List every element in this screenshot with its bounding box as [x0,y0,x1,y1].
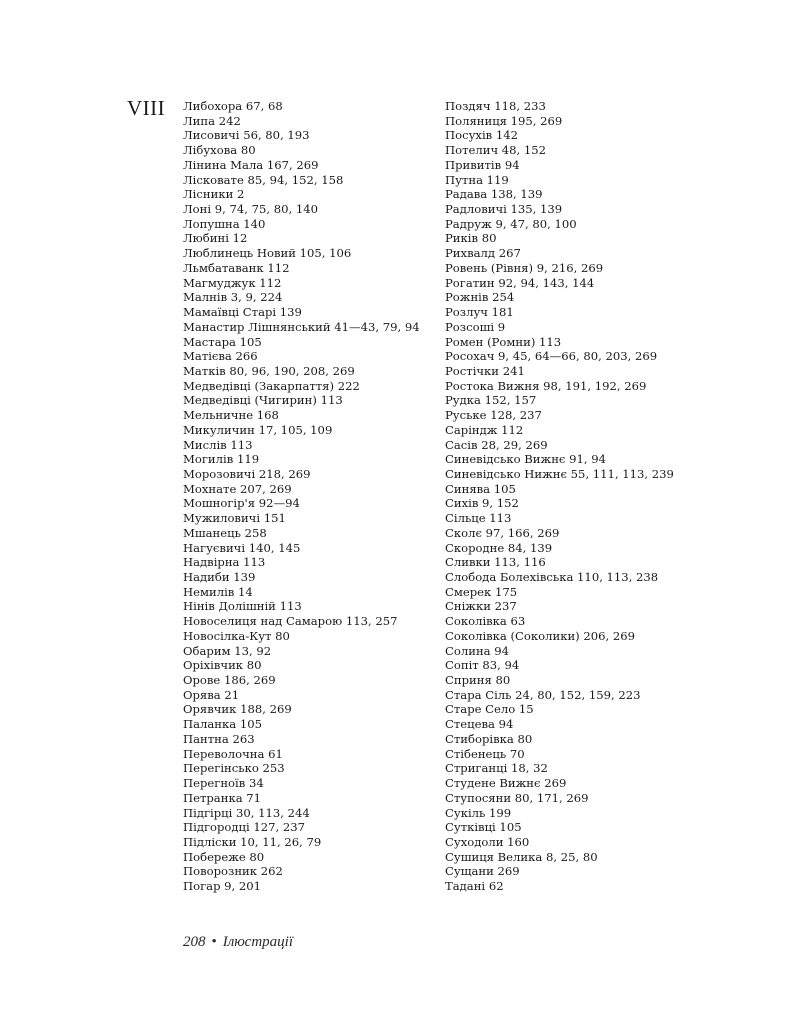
index-entry: Малнів 3, 9, 224 [183,290,283,305]
index-entry: Стібенець 70 [445,746,525,761]
index-entry: Липа 242 [183,113,241,128]
index-entry: Мохнате 207, 269 [183,481,292,496]
index-entry: Матієва 266 [183,349,258,364]
index-entry: Суходоли 160 [445,834,530,849]
index-entry: Рихвалд 267 [445,246,521,261]
index-entry: Сихів 9, 152 [445,496,519,511]
index-entry: Поляниця 195, 269 [445,113,563,128]
index-entry: Стара Сіль 24, 80, 152, 159, 223 [445,687,641,702]
index-entry: Підліски 10, 11, 26, 79 [183,834,322,849]
index-entry: Петранка 71 [183,790,262,805]
section-title: Ілюстрації [222,934,294,950]
index-entry: Лисовичі 56, 80, 193 [183,128,310,143]
index-entry: Посухів 142 [445,128,518,143]
index-entry: Сущани 269 [445,864,520,879]
index-entry: Рудка 152, 157 [445,393,537,408]
index-entry: Перегінсько 253 [183,761,285,776]
section-marker: VIII [127,96,166,120]
index-entry: Росохач 9, 45, 64—66, 80, 203, 269 [445,349,658,364]
index-entry: Підгірці 30, 113, 244 [183,805,310,820]
index-entry: Мельничне 168 [183,408,279,423]
index-entry: Стецева 94 [445,717,514,732]
index-entry: Ровень (Рівня) 9, 216, 269 [445,260,604,275]
index-entry: Стриганці 18, 32 [445,761,548,776]
index-entry: Поворозник 262 [183,864,283,879]
index-entry: Микуличин 17, 105, 109 [183,422,333,437]
index-entry: Поздяч 118, 233 [445,99,546,113]
index-entry: Розсоші 9 [445,319,506,334]
index-entry: Медведівці (Чигирин) 113 [183,393,343,408]
index-entry: Старе Село 15 [445,702,534,717]
index-entry: Сутківці 105 [445,820,522,835]
index-entry: Розлуч 181 [445,305,514,320]
index-entry: Стиборівка 80 [445,731,533,746]
index-entry: Лоні 9, 74, 75, 80, 140 [183,202,319,217]
index-entry: Лопушна 140 [183,216,266,231]
index-entry: Риків 80 [445,231,497,246]
index-entry: Соколівка 63 [445,614,526,629]
index-entry: Смерек 175 [445,584,518,599]
index-entry: Сопіт 83, 94 [445,658,520,673]
index-entry: Новоселиця над Самарою 113, 257 [183,614,398,629]
index-entry: Лісники 2 [183,187,245,202]
index-entry: Либохора 67, 68 [183,99,283,113]
index-column-right [445,99,674,894]
index-entry: Перегноїв 34 [183,776,264,791]
index-entry: Мошногір'я 92—94 [183,496,300,511]
index-entry: Немилів 14 [183,584,253,599]
index-entry: Синява 105 [445,481,516,496]
index-entry: Синевідсько Вижнє 91, 94 [445,452,606,467]
index-entry: Руське 128, 237 [445,408,542,423]
index-entry: Привитів 94 [445,157,520,172]
index-entry: Матків 80, 96, 190, 208, 269 [183,363,355,378]
index-entry: Мшанець 258 [183,525,267,540]
index-entry: Оріхівчик 80 [183,658,262,673]
index-entry: Надвірна 113 [183,555,266,570]
index-entry: Сколє 97, 166, 269 [445,525,560,540]
index-entry: Сукіль 199 [445,805,512,820]
index-entry: Льмбатаванк 112 [183,260,290,275]
index-entry: Ростічки 241 [445,363,525,378]
index-entry: Тадані 62 [445,879,504,894]
index-entry: Сільце 113 [445,511,512,526]
index-entry: Скородне 84, 139 [445,540,553,555]
index-entry: Нагуєвичі 140, 145 [183,540,301,555]
index-entry: Ростока Вижня 98, 191, 192, 269 [445,378,647,393]
index-entry: Ступосяни 80, 171, 269 [445,790,589,805]
index-entry: Нінів Долішній 113 [183,599,302,614]
index-entry: Радловичі 135, 139 [445,202,563,217]
index-entry: Ромен (Ромни) 113 [445,334,562,349]
index-entry: Солина 94 [445,643,510,658]
index-entry: Магмуджук 112 [183,275,282,290]
index-entry: Сприня 80 [445,673,511,688]
index-entry: Пантна 263 [183,731,255,746]
index-entry: Манастир Лішнянський 41—43, 79, 94 [183,319,420,334]
index-entry: Паланка 105 [183,717,262,732]
index-entry: Орява 21 [183,687,240,702]
index-entry: Радруж 9, 47, 80, 100 [445,216,577,231]
index-entry: Мужиловичі 151 [183,511,286,526]
index-entry: Сушиця Велика 8, 25, 80 [445,849,598,864]
index-entry: Студене Вижнє 269 [445,776,567,791]
index-entry: Синевідсько Нижнє 55, 111, 113, 239 [445,466,674,481]
footer-separator: • [211,934,217,950]
index-entry: Мислів 113 [183,437,253,452]
index-entry: Новосілка-Кут 80 [183,628,290,643]
index-entry: Саріндж 112 [445,422,524,437]
index-entry: Рогатин 92, 94, 143, 144 [445,275,595,290]
index-entry: Лінина Мала 167, 269 [183,157,319,172]
index-entry: Сливки 113, 116 [445,555,546,570]
index-entry: Побереже 80 [183,849,265,864]
index-entry: Морозовичі 218, 269 [183,466,311,481]
index-entry: Орявчик 188, 269 [183,702,292,717]
index-entry: Лібухова 80 [183,143,256,158]
page-number: 208 [183,934,206,950]
index-entry: Рожнів 254 [445,290,515,305]
index-entry: Мастара 105 [183,334,262,349]
index-entry: Переволочна 61 [183,746,283,761]
index-entry: Мамаївці Старі 139 [183,305,302,320]
index-entry: Погар 9, 201 [183,879,262,894]
index-entry: Радава 138, 139 [445,187,543,202]
index-entry: Обарим 13, 92 [183,643,272,658]
page-footer [183,935,293,950]
index-entry: Путна 119 [445,172,509,187]
index-entry: Орове 186, 269 [183,673,276,688]
index-entry: Любині 12 [183,231,248,246]
index-entry: Люблинець Новий 105, 106 [183,246,352,261]
index-entry: Сніжки 237 [445,599,517,614]
index-entry: Слобода Болехівська 110, 113, 238 [445,570,659,584]
index-entry: Лісковате 85, 94, 152, 158 [183,172,344,187]
index-entry: Потелич 48, 152 [445,143,547,158]
index-entry: Надиби 139 [183,570,256,584]
index-column-left [183,99,420,894]
index-entry: Медведівці (Закарпаття) 222 [183,378,360,393]
index-entry: Сасів 28, 29, 269 [445,437,548,452]
index-entry: Соколівка (Соколики) 206, 269 [445,628,636,643]
index-entry: Підгородці 127, 237 [183,820,306,835]
index-entry: Могилів 119 [183,452,260,467]
